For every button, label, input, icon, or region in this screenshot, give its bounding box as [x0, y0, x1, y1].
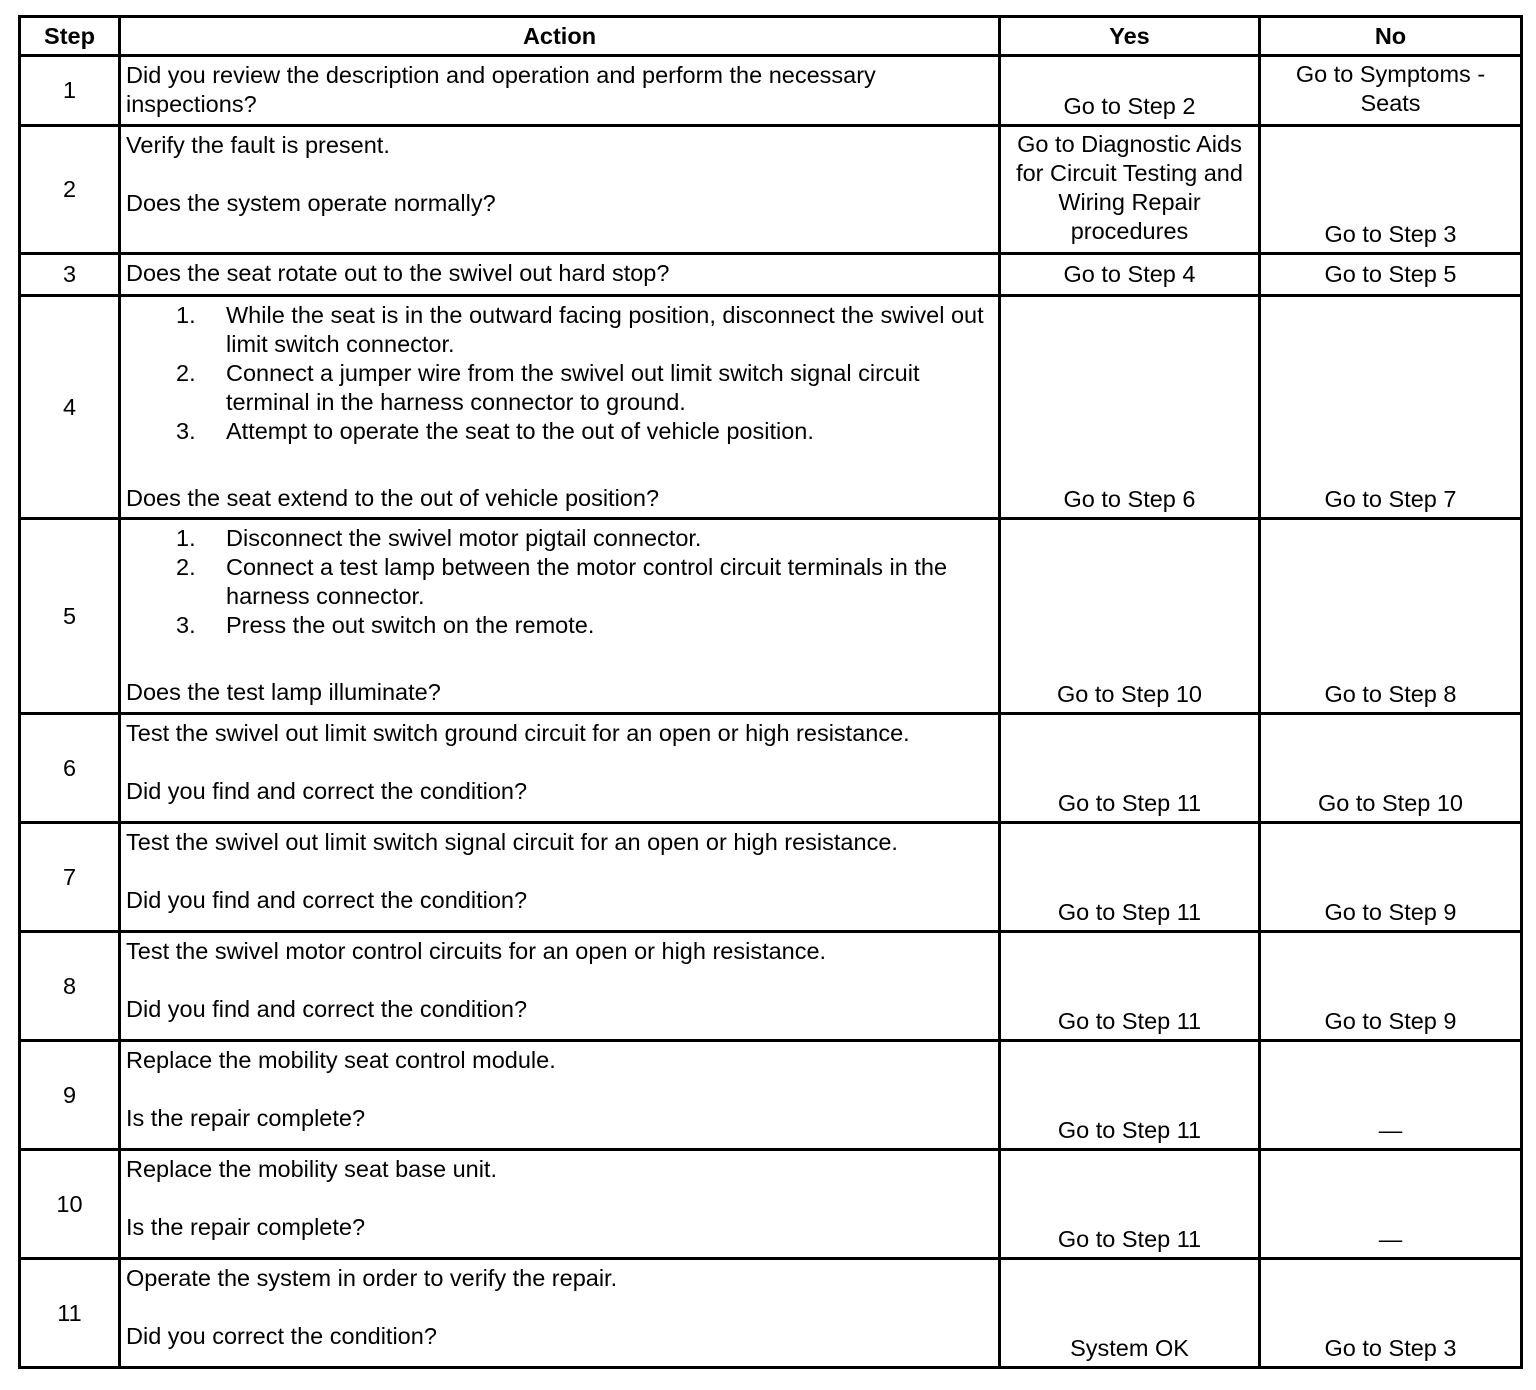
yes-cell: System OK	[1000, 1259, 1260, 1368]
yes-cell: Go to Step 11	[1000, 714, 1260, 823]
yes-cell: Go to Step 10	[1000, 519, 1260, 714]
table-row	[20, 126, 1522, 254]
procedure-text: Attempt to operate the seat to the out of vehicle position.	[226, 418, 814, 444]
action-question: Is the repair complete?	[126, 1214, 366, 1240]
procedure-number: 2.	[176, 554, 196, 580]
procedure-item	[126, 301, 994, 359]
action-question: Is the repair complete?	[126, 1105, 366, 1131]
step-number: 11	[20, 1259, 120, 1368]
step-number: 9	[20, 1041, 120, 1150]
no-cell: —	[1260, 1041, 1522, 1150]
table-row	[20, 56, 1522, 126]
header-step: Step	[20, 17, 120, 56]
procedure-number: 2.	[176, 360, 196, 386]
action-text: Did you review the description and operation and perform the necessary inspections?	[126, 62, 876, 117]
procedure-number: 3.	[176, 418, 196, 444]
diagnostic-table	[18, 15, 1523, 1369]
procedure-list	[126, 524, 994, 640]
table-row	[20, 1041, 1522, 1150]
action-cell	[120, 1259, 1000, 1368]
table-row	[20, 519, 1522, 714]
action-question: Did you correct the condition?	[126, 1323, 437, 1349]
yes-cell: Go to Step 6	[1000, 296, 1260, 519]
no-cell: Go to Step 8	[1260, 519, 1522, 714]
step-number: 10	[20, 1150, 120, 1259]
header-row	[20, 17, 1522, 56]
action-cell	[120, 56, 1000, 126]
action-cell	[120, 296, 1000, 519]
yes-cell: Go to Step 4	[1000, 254, 1260, 296]
header-action: Action	[120, 17, 1000, 56]
table-row	[20, 823, 1522, 932]
procedure-text: Connect a jumper wire from the swivel out limit switch signal circuit terminal in the harness connector to ground.	[226, 360, 920, 415]
action-question: Does the test lamp illuminate?	[126, 679, 441, 705]
action-text: Verify the fault is present.	[126, 132, 390, 158]
table-row	[20, 932, 1522, 1041]
step-number: 3	[20, 254, 120, 296]
action-cell	[120, 519, 1000, 714]
yes-cell: Go to Step 11	[1000, 1041, 1260, 1150]
procedure-text: Connect a test lamp between the motor control circuit terminals in the harness connector.	[226, 554, 948, 609]
action-cell	[120, 823, 1000, 932]
no-cell: Go to Step 3	[1260, 1259, 1522, 1368]
header-yes: Yes	[1000, 17, 1260, 56]
procedure-list	[126, 301, 994, 446]
step-number: 2	[20, 126, 120, 254]
no-cell: Go to Symptoms - Seats	[1260, 56, 1522, 126]
action-text: Does the seat rotate out to the swivel out hard stop?	[126, 260, 670, 286]
no-cell: Go to Step 10	[1260, 714, 1522, 823]
yes-cell: Go to Step 11	[1000, 1150, 1260, 1259]
procedure-number: 1.	[176, 525, 196, 551]
table-row	[20, 296, 1522, 519]
action-question: Did you find and correct the condition?	[126, 778, 528, 804]
procedure-item	[126, 553, 994, 611]
no-cell: Go to Step 7	[1260, 296, 1522, 519]
procedure-item	[126, 524, 994, 553]
no-cell: Go to Step 3	[1260, 126, 1522, 254]
procedure-number: 1.	[176, 302, 196, 328]
action-cell	[120, 932, 1000, 1041]
action-text: Test the swivel out limit switch ground circuit for an open or high resistance.	[126, 720, 910, 746]
action-cell	[120, 1150, 1000, 1259]
action-text: Test the swivel motor control circuits for an open or high resistance.	[126, 938, 827, 964]
step-number: 8	[20, 932, 120, 1041]
no-cell: Go to Step 9	[1260, 823, 1522, 932]
table-row	[20, 1150, 1522, 1259]
action-cell	[120, 126, 1000, 254]
yes-cell: Go to Step 11	[1000, 823, 1260, 932]
action-question: Does the seat extend to the out of vehicle position?	[126, 485, 660, 511]
procedure-text: Press the out switch on the remote.	[226, 612, 595, 638]
yes-cell: Go to Step 2	[1000, 56, 1260, 126]
action-question: Did you find and correct the condition?	[126, 887, 528, 913]
no-cell: Go to Step 5	[1260, 254, 1522, 296]
procedure-text: Disconnect the swivel motor pigtail connector.	[226, 525, 702, 551]
action-cell	[120, 714, 1000, 823]
action-text: Replace the mobility seat base unit.	[126, 1156, 497, 1182]
action-cell	[120, 1041, 1000, 1150]
step-number: 7	[20, 823, 120, 932]
yes-cell: Go to Diagnostic Aids for Circuit Testing and Wiring Repair procedures	[1000, 126, 1260, 254]
yes-cell: Go to Step 11	[1000, 932, 1260, 1041]
procedure-item	[126, 417, 994, 446]
procedure-text: While the seat is in the outward facing position, disconnect the swivel out limit switch connector.	[226, 302, 984, 357]
procedure-number: 3.	[176, 612, 196, 638]
action-question: Did you find and correct the condition?	[126, 996, 528, 1022]
step-number: 1	[20, 56, 120, 126]
table-row	[20, 714, 1522, 823]
table-row	[20, 254, 1522, 296]
table-row	[20, 1259, 1522, 1368]
step-number: 5	[20, 519, 120, 714]
no-cell: —	[1260, 1150, 1522, 1259]
action-text: Operate the system in order to verify the repair.	[126, 1265, 618, 1291]
action-text: Test the swivel out limit switch signal circuit for an open or high resistance.	[126, 829, 898, 855]
action-text: Replace the mobility seat control module.	[126, 1047, 556, 1073]
procedure-item	[126, 611, 994, 640]
procedure-item	[126, 359, 994, 417]
step-number: 6	[20, 714, 120, 823]
action-question: Does the system operate normally?	[126, 190, 496, 216]
action-cell	[120, 254, 1000, 296]
no-cell: Go to Step 9	[1260, 932, 1522, 1041]
header-no: No	[1260, 17, 1522, 56]
step-number: 4	[20, 296, 120, 519]
